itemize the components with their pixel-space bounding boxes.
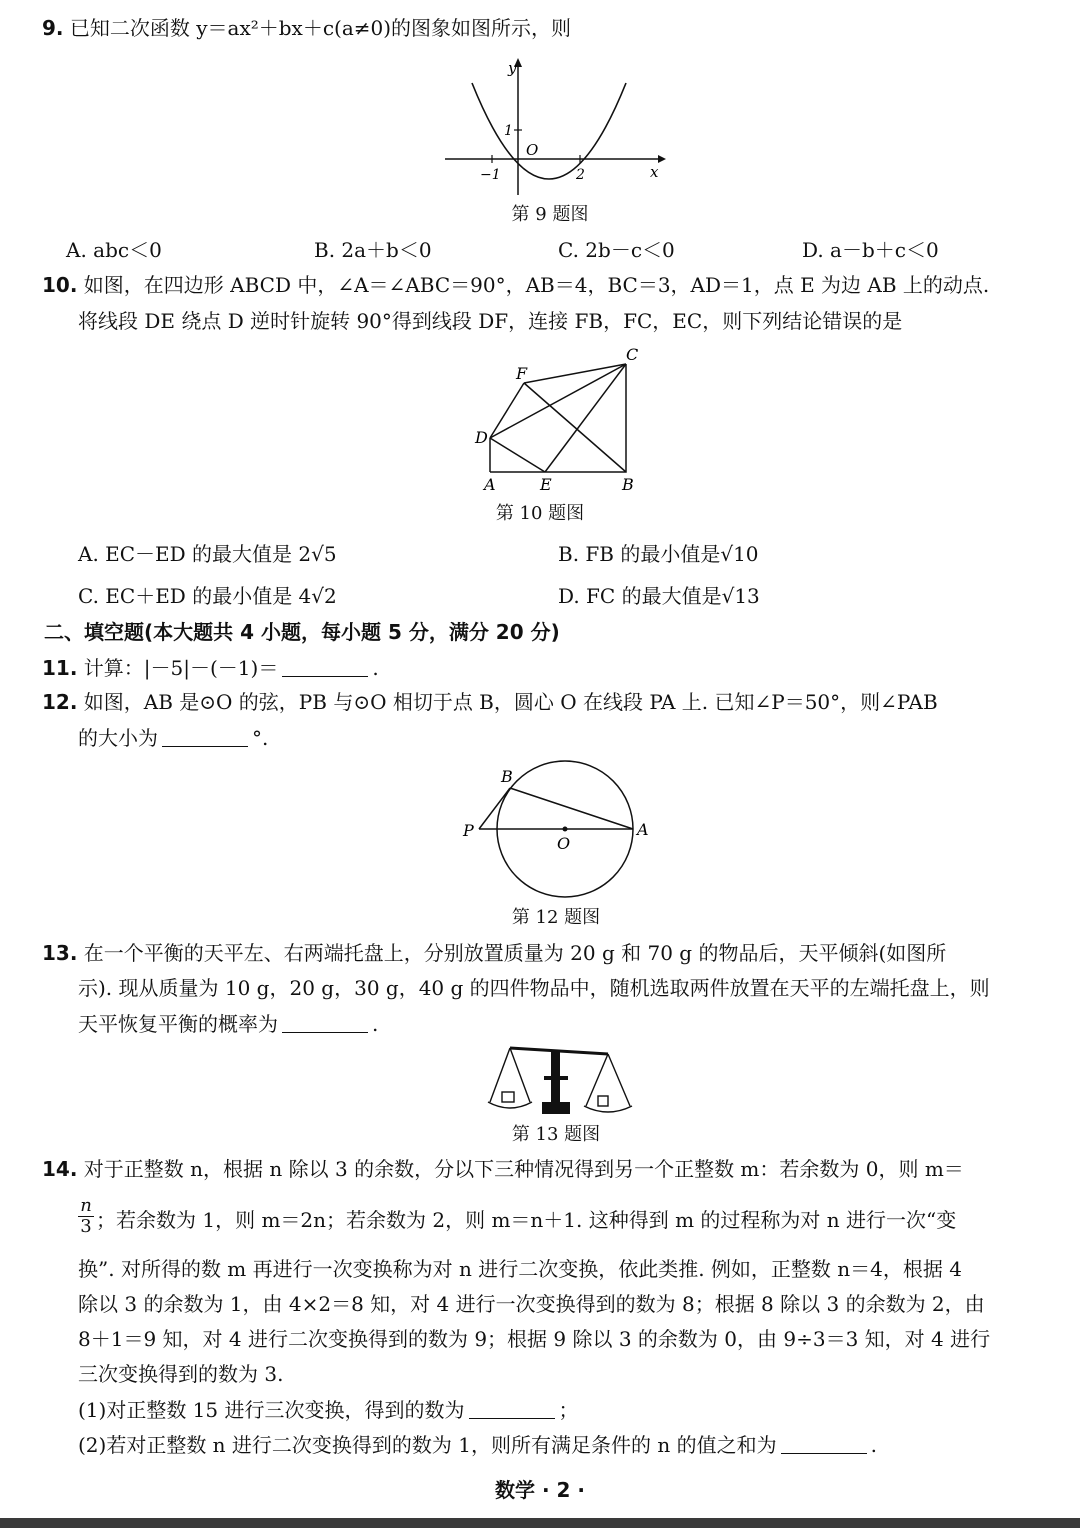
q10-edge-dc	[490, 364, 626, 438]
q9-caption: 第 9 题图	[511, 204, 589, 225]
q11-text: 计算：|－5|－(－1)＝	[83, 656, 279, 680]
q13-right-pan	[584, 1106, 632, 1112]
page-footer: 数学 · 2 ·	[495, 1478, 585, 1502]
q10-option-b: B. FB 的最小值是√10	[558, 542, 759, 566]
q10-seg-fb	[524, 383, 626, 472]
q10-seg-fc	[524, 364, 626, 383]
q13-answer-blank[interactable]	[282, 1012, 368, 1033]
q12-label-p: P	[463, 821, 474, 840]
q13-right-string-a	[586, 1054, 608, 1106]
q14-fraction	[78, 1196, 94, 1237]
q14-stem-line4: 除以 3 的余数为 1，由 4×2＝8 知，对 4 进行一次变换得到的数为 8；根据 8 除以 3 的余数为 2，由	[78, 1292, 985, 1316]
q14-sub1-answer-blank[interactable]	[469, 1398, 555, 1419]
q10-text-1: 如图，在四边形 ABCD 中，∠A＝∠ABC＝90°，AB＝4，BC＝3，AD＝1，点 E 为边 AB 上的动点.	[83, 273, 990, 297]
q12-stem-line1	[42, 688, 938, 716]
q12-label-o: O	[557, 834, 571, 853]
q9-x-arrow	[658, 155, 666, 163]
q9-text: 已知二次函数 y＝ax²＋bx＋c(a≠0)的图象如图所示，则	[69, 16, 572, 40]
q14-sub2-text: (2)若对正整数 n 进行二次变换得到的数为 1，则所有满足条件的 n 的值之和为	[78, 1433, 777, 1457]
q13-pointer	[544, 1076, 568, 1080]
q14-number: 14.	[42, 1157, 78, 1181]
q9-tick-x2-label: 2	[576, 167, 585, 183]
q10-stem-line1	[42, 271, 989, 299]
q13-left-string-b	[510, 1048, 530, 1102]
q13-end: .	[372, 1012, 379, 1036]
q12-circle-figure	[455, 758, 665, 904]
q9-option-b: B. 2a＋b＜0	[314, 238, 432, 262]
q10-label-e: E	[540, 475, 552, 494]
q9-option-a: A. abc＜0	[66, 238, 162, 262]
q10-quadrilateral-figure	[470, 340, 650, 498]
q9-number: 9.	[42, 16, 64, 40]
q9-parabola-figure	[440, 55, 670, 205]
q12-center-dot	[563, 827, 568, 832]
q10-label-f: F	[516, 364, 528, 383]
q14-text-1: 对于正整数 n，根据 n 除以 3 的余数，分以下三种情况得到另一个正整数 m：若余数为 0，则 m＝	[83, 1157, 964, 1181]
q14-sub2	[78, 1431, 877, 1459]
q14-sub2-answer-blank[interactable]	[781, 1433, 867, 1454]
q9-option-c: C. 2b－c＜0	[558, 238, 675, 262]
q10-label-c: C	[626, 345, 639, 364]
q12-label-b: B	[501, 767, 513, 786]
q13-number: 13.	[42, 941, 78, 965]
q13-right-string-b	[608, 1054, 630, 1106]
q9-tick-xneg1-label: −1	[480, 167, 501, 183]
q12-number: 12.	[42, 690, 78, 714]
q12-seg-ab	[510, 788, 633, 829]
q13-left-weight	[502, 1092, 514, 1102]
q14-fraction-numerator: n	[78, 1196, 94, 1217]
q12-caption: 第 12 题图	[511, 907, 601, 928]
q11-number: 11.	[42, 656, 78, 680]
q13-left-pan	[488, 1102, 532, 1108]
q12-text-2: 的大小为	[78, 726, 158, 750]
q12-answer-blank[interactable]	[162, 726, 248, 747]
q13-right-weight	[598, 1096, 608, 1106]
q14-sub1-text: (1)对正整数 15 进行三次变换，得到的数为	[78, 1398, 465, 1422]
q11-end: .	[372, 656, 379, 680]
q14-stem-line5: 8＋1＝9 知，对 4 进行二次变换得到的数为 9；根据 9 除以 3 的余数为 0，由 9÷3＝3 知，对 4 进行	[78, 1327, 991, 1351]
q12-seg-pb	[479, 788, 510, 829]
q9-x-label: x	[650, 163, 659, 181]
q10-seg-de	[490, 438, 545, 472]
q13-balance-figure	[484, 1042, 640, 1118]
q14-stem-line1	[42, 1155, 964, 1183]
q13-left-string-a	[490, 1048, 510, 1102]
q13-caption: 第 13 题图	[511, 1124, 601, 1145]
q14-stem-line3: 换”. 对所得的数 m 再进行一次变换称为对 n 进行二次变换，依此类推. 例如，正整数 n＝4，根据 4	[78, 1257, 962, 1281]
q10-option-a: A. EC－ED 的最大值是 2√5	[78, 542, 337, 566]
q14-sub2-end: .	[870, 1433, 877, 1457]
q13-stem-line1	[42, 939, 946, 967]
q9-parabola-curve	[472, 83, 626, 179]
q10-seg-ec	[545, 364, 626, 472]
q10-label-d: D	[475, 428, 488, 447]
q9-origin-label: O	[526, 141, 539, 159]
q9-stem	[42, 14, 571, 42]
q10-caption: 第 10 题图	[495, 503, 585, 524]
q10-label-b: B	[622, 475, 634, 494]
q10-number: 10.	[42, 273, 78, 297]
q10-option-d: D. FC 的最大值是√13	[558, 584, 760, 608]
q10-seg-df	[490, 383, 524, 438]
q9-option-d: D. a－b＋c＜0	[802, 238, 939, 262]
q9-y-label: y	[508, 59, 517, 77]
q12-text-1: 如图，AB 是⊙O 的弦，PB 与⊙O 相切于点 B，圆心 O 在线段 PA 上. 已知∠P＝50°，则∠PAB	[83, 690, 938, 714]
q12-label-a: A	[637, 820, 649, 839]
q13-base	[542, 1102, 570, 1114]
q9-tick-y1-label: 1	[504, 123, 513, 139]
q12-stem-line2	[78, 724, 268, 752]
q11-stem	[42, 654, 379, 682]
q13-stem-line3	[78, 1010, 378, 1038]
q13-stem-line2: 示). 现从质量为 10 g，20 g，30 g，40 g 的四件物品中，随机选取两件放置在天平的左端托盘上，则	[78, 976, 990, 1000]
q14-fraction-denominator: 3	[80, 1216, 92, 1237]
q13-text-3: 天平恢复平衡的概率为	[78, 1012, 278, 1036]
q12-end: °.	[252, 726, 269, 750]
q14-stem-line6: 三次变换得到的数为 3.	[78, 1362, 284, 1386]
q14-stem-line2: ；若余数为 1，则 m＝2n；若余数为 2，则 m＝n＋1. 这种得到 m 的过程称为对 n 进行一次“变	[96, 1208, 957, 1232]
q10-stem-line2: 将线段 DE 绕点 D 逆时针旋转 90°得到线段 DF，连接 FB，FC，EC，则下列结论错误的是	[78, 309, 903, 333]
q10-label-a: A	[484, 475, 496, 494]
q14-sub1	[78, 1396, 579, 1424]
bottom-edge-bar	[0, 1518, 1080, 1528]
q14-sub1-end: ；	[558, 1398, 579, 1422]
q10-option-c: C. EC＋ED 的最小值是 4√2	[78, 584, 337, 608]
q11-answer-blank[interactable]	[282, 656, 368, 677]
q13-text-1: 在一个平衡的天平左、右两端托盘上，分别放置质量为 20 g 和 70 g 的物品后，天平倾斜(如图所	[83, 941, 947, 965]
section2-heading: 二、填空题(本大题共 4 小题，每小题 5 分，满分 20 分)	[44, 620, 560, 644]
